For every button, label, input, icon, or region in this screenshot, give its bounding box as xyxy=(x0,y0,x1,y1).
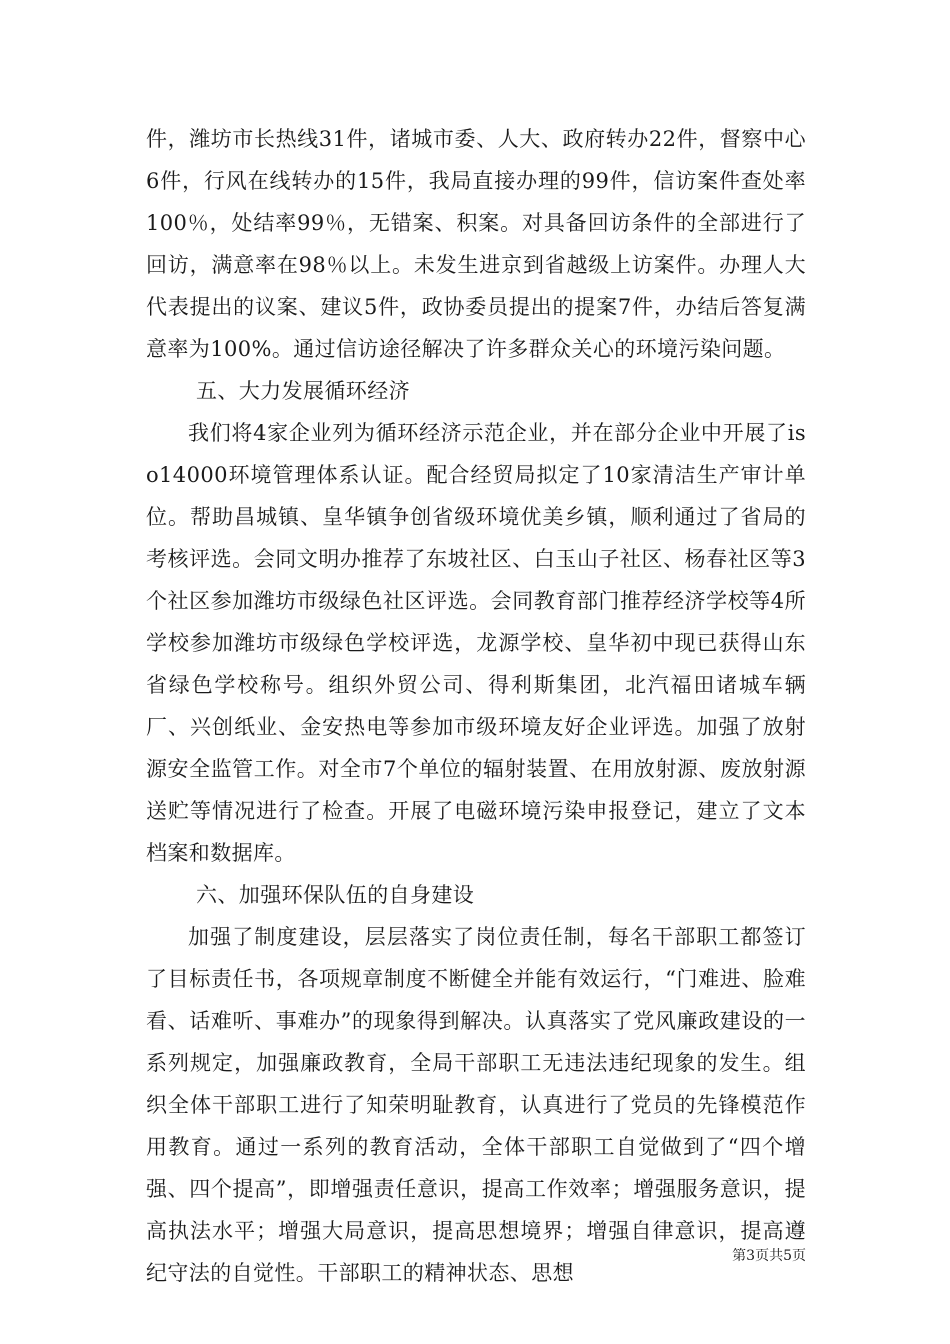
document-body xyxy=(146,118,806,1294)
paragraph-circular-economy: 我们将4家企业列为循环经济示范企业，并在部分企业中开展了iso14000环境管理体系认证。配合经贸局拟定了10家清洁生产审计单位。帮助昌城镇、皇华镇争创省级环境优美乡镇，顺利通过了省局的考核评选。会同文明办推荐了东坡社区、白玉山子社区、杨春社区等3个社区参加潍坊市级绿色社区评选。会同教育部门推荐经济学校等4所学校参加潍坊市级绿色学校评选，龙源学校、皇华初中现已获得山东省绿色学校称号。组织外贸公司、得利斯集团，北汽福田诸城车辆厂、兴创纸业、金安热电等参加市级环境友好企业评选。加强了放射源安全监管工作。对全市7个单位的辐射装置、在用放射源、废放射源送贮等情况进行了检查。开展了电磁环境污染申报登记，建立了文本档案和数据库。 xyxy=(146,421,806,865)
paragraph-petition-handling: 件，潍坊市长热线31件，诸城市委、人大、政府转办22件，督察中心6件，行风在线转办的15件，我局直接办理的99件，信访案件查处率100％，处结率99％，无错案、积案。对具备回访条件的全部进行了回访，满意率在98％以上。未发生进京到省越级上访案件。办理人大代表提出的议案、建议5件，政协委员提出的提案7件，办结后答复满意率为100%。通过信访途径解决了许多群众关心的环境污染问题。 xyxy=(146,127,806,361)
paragraph-team-building: 加强了制度建设，层层落实了岗位责任制，每名干部职工都签订了目标责任书，各项规章制度不断健全并能有效运行，“门难进、脸难看、话难听、事难办”的现象得到解决。认真落实了党风廉政建设的一系列规定，加强廉政教育，全局干部职工无违法违纪现象的发生。组织全体干部职工进行了知荣明耻教育，认真进行了党员的先锋模范作用教育。通过一系列的教育活动，全体干部职工自觉做到了“四个增强、四个提高”，即增强责任意识，提高工作效率；增强服务意识，提高执法水平；增强大局意识，提高思想境界；增强自律意识，提高遵纪守法的自觉性。干部职工的精神状态、思想 xyxy=(146,925,806,1285)
section-heading-team-building: 六、加强环保队伍的自身建设 xyxy=(196,883,475,907)
page-number-footer: 第3页共5页 xyxy=(732,1248,806,1264)
section-heading-circular-economy: 五、大力发展循环经济 xyxy=(196,379,410,403)
